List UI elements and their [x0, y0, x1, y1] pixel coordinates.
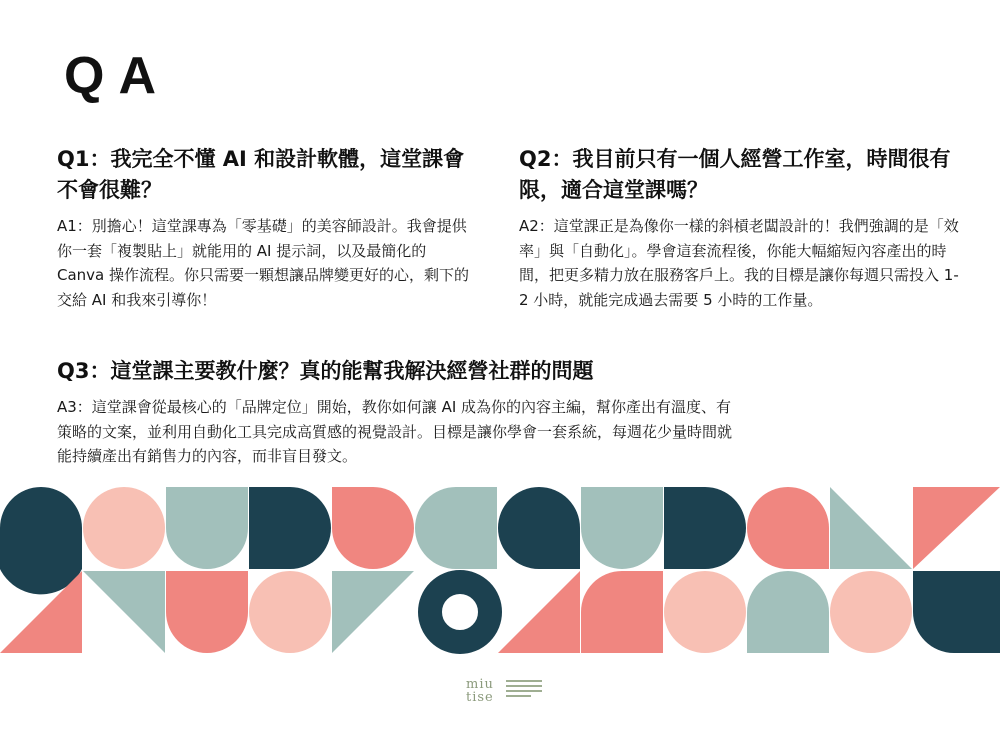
shape-r1c11: [830, 487, 912, 569]
shape-r2c3: [166, 571, 248, 653]
shape-r1c2: [83, 487, 165, 569]
shape-r2c6: [430, 582, 490, 642]
answer-3: A3：這堂課會從最核心的「品牌定位」開始，教你如何讓 AI 成為你的內容主編，幫你產出有溫度、有策略的文案，並利用自動化工具完成高質感的視覺設計。目標是讓你學會一套系統，每週花少量時間就能持續產出有銷售力的內容，而非盲目發文。: [57, 398, 733, 465]
shape-r2c4: [249, 571, 331, 653]
shape-r1c10: [747, 487, 829, 569]
shape-r1c5: [332, 487, 414, 569]
shape-r2c9: [664, 571, 746, 653]
brand-logo: [466, 678, 546, 708]
page-title: QA: [64, 47, 170, 105]
faq-item-1: [57, 144, 469, 312]
faq-item-2: [519, 144, 967, 312]
shape-r1c8: [581, 487, 663, 569]
shape-r1c3: [166, 487, 248, 569]
shape-r1c9: [664, 487, 746, 569]
brand-logo-tagline: [506, 680, 542, 702]
question-3: Q3：這堂課主要教什麼？真的能幫我解決經營社群的問題: [57, 359, 594, 383]
shape-r2c11: [830, 571, 912, 653]
shape-r2c7: [498, 571, 580, 653]
answer-1: A1：別擔心！這堂課專為「零基礎」的美容師設計。我會提供你一套「複製貼上」就能用的 AI 提示詞，以及最簡化的 Canva 操作流程。你只需要一顆想讓品牌變更好的心，剩下的交給 AI 和我來引導你！: [57, 217, 470, 309]
question-1: Q1：我完全不懂 AI 和設計軟體，這堂課會不會很難？: [57, 147, 465, 202]
shape-r2c5: [332, 571, 414, 653]
question-2: Q2：我目前只有一個人經營工作室，時間很有限，適合這堂課嗎？: [519, 147, 951, 202]
shape-r2c12: [913, 571, 1000, 653]
shape-r1c1: [0, 487, 82, 594]
geometric-pattern: [0, 487, 1000, 655]
shape-r1c7: [498, 487, 580, 569]
shape-r1c4: [249, 487, 331, 569]
shape-r2c8: [581, 571, 663, 653]
brand-logo-wordmark: miu tise: [466, 677, 494, 705]
shape-r2c2: [83, 571, 165, 653]
shape-r1c12: [913, 487, 1000, 569]
faq-item-3: [57, 356, 737, 469]
shape-r2c10: [747, 571, 829, 653]
answer-2: A2：這堂課正是為像你一樣的斜槓老闆設計的！我們強調的是「效率」與「自動化」。學會這套流程後，你能大幅縮短內容產出的時間，把更多精力放在服務客戶上。我的目標是讓你每週只需投入 1-2 小時，就能完成過去需要 5 小時的工作量。: [519, 217, 959, 309]
shape-r1c6: [415, 487, 497, 569]
